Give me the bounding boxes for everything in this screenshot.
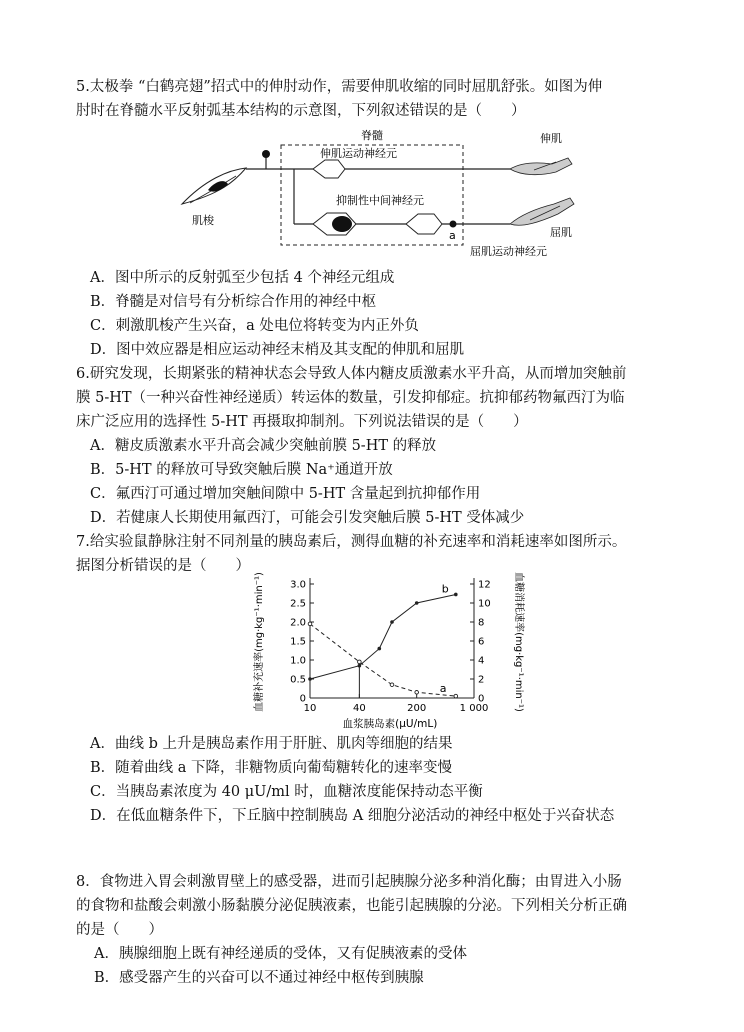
q8-stem-line2: 的食物和盐酸会刺激小肠黏膜分泌促胰液素，也能引起胰腺的分泌。下列相关分析正确: [76, 898, 627, 914]
q6-stem-line3: 床广泛应用的选择性 5-HT 再摄取抑制剂。下列说法错误的是（ ）: [76, 414, 528, 430]
extensor-motor-neuron: [313, 160, 345, 178]
chart-right-tick-label: 6: [478, 636, 485, 648]
q6-option-c: C．氟西汀可通过增加突触间隙中 5-HT 含量起到抗抑郁作用: [90, 486, 481, 502]
chart-right-axis-label: 血糖消耗速率(mg·kg⁻¹·min⁻¹): [513, 572, 524, 712]
q5-stem-line2: 肘时在脊髓水平反射弧基本结构的示意图，下列叙述错误的是（ ）: [76, 103, 526, 119]
q5-option-b: B．脊髓是对信号有分析综合作用的神经中枢: [90, 294, 377, 310]
chart-x-tick-label: 200: [407, 703, 427, 714]
chart-x-tick-label: 40: [353, 703, 366, 714]
q7-option-c: C．当胰岛素浓度为 40 μU/ml 时，血糖浓度能保持动态平衡: [90, 784, 483, 800]
spindle-label: 肌梭: [192, 214, 214, 227]
point-a-label: a: [449, 229, 456, 242]
chart-left-tick-label: 0: [299, 693, 306, 705]
chart-right-tick-label: 10: [478, 598, 491, 610]
ganglion-dot: [262, 150, 270, 158]
chart-left-tick-label: 2.5: [290, 598, 306, 610]
flexor-muscle: [510, 198, 574, 225]
chart-point-a: [308, 622, 312, 626]
chart-left-tick-label: 3.0: [290, 579, 306, 591]
chart-right-tick-label: 2: [478, 674, 485, 686]
q8-option-a: A．胰腺细胞上既有神经递质的受体，又有促胰液素的受体: [94, 946, 467, 962]
chart-x-tick-label: 10: [303, 703, 317, 714]
chart-left-tick-label: 2.0: [290, 617, 306, 629]
q6-option-b: B．5-HT 的释放可导致突触后膜 Na⁺通道开放: [90, 462, 393, 478]
q6-option-a: A．糖皮质激素水平升高会减少突触前膜 5-HT 的释放: [90, 438, 437, 454]
chart-x-axis-label: 血浆胰岛素(μU/mL): [342, 718, 438, 730]
q5-stem-line1: 5.太极拳 “白鹤亮翅”招式中的伸肘动作，需要伸肌收缩的同时屈肌舒张。如图为伸: [76, 79, 603, 95]
chart-left-tick-label: 0.5: [290, 674, 306, 686]
chart-point-a: [454, 694, 458, 698]
q7-option-b: B．随着曲线 a 下降，非糖物质向葡萄糖转化的速率变慢: [90, 760, 453, 776]
muscle-spindle: [182, 168, 246, 204]
extensor-neuron-label: 伸肌运动神经元: [320, 147, 397, 160]
q7-stem-line1: 7.给实验鼠静脉注射不同剂量的胰岛素后，测得血糖的补充速率和消耗速率如图所示。: [76, 534, 627, 550]
reflex-arc-diagram: [170, 124, 590, 262]
chart-point-b: [454, 593, 458, 597]
chart-point-a: [358, 660, 362, 664]
chart-point-b: [358, 664, 362, 668]
q5-option-a: A．图中所示的反射弧至少包括 4 个神经元组成: [90, 270, 395, 286]
chart-x-tick-label: 1 000: [459, 703, 489, 714]
flexor-neuron-label: 屈肌运动神经元: [470, 245, 547, 258]
chart-point-b: [308, 677, 312, 681]
chart-point-a: [415, 691, 419, 695]
extensor-label: 伸肌: [540, 132, 562, 145]
chart-right-tick-label: 0: [478, 693, 485, 705]
point-a-dot: [450, 221, 457, 228]
chart-series-line-a: [310, 624, 456, 696]
flexor-motor-neuron: [406, 214, 442, 234]
q8-option-b: B．感受器产生的兴奋可以不通过神经中枢传到胰腺: [94, 970, 424, 986]
q8-stem-line3: 的是（ ）: [76, 922, 163, 938]
chart-point-b: [415, 601, 419, 605]
spinal-cord-label: 脊髓: [361, 129, 383, 142]
q6-option-d: D．若健康人长期使用氟西汀，可能会引发突触后膜 5-HT 受体减少: [90, 510, 525, 526]
flexor-label: 屈肌: [550, 226, 572, 239]
q6-stem-line2: 膜 5-HT（一种兴奋性神经递质）转运体的数量，引发抑郁症。抗抑郁药物氟西汀为临: [76, 390, 625, 406]
chart-right-tick-label: 12: [478, 579, 491, 591]
q5-option-d: D．图中效应器是相应运动神经末梢及其支配的伸肌和屈肌: [90, 342, 465, 358]
chart-series-label-b: b: [441, 582, 449, 596]
chart-left-tick-label: 1.5: [290, 636, 306, 648]
q7-option-d: D．在低血糖条件下，下丘脑中控制胰岛 A 细胞分泌活动的神经中枢处于兴奋状态: [90, 808, 615, 824]
q6-stem-line1: 6.研究发现，长期紧张的精神状态会导致人体内糖皮质激素水平升高，从而增加突触前: [76, 366, 627, 382]
chart-left-tick-label: 1.0: [290, 655, 306, 667]
chart-right-tick-label: 8: [478, 617, 485, 629]
q5-option-c: C．刺激肌梭产生兴奋，a 处电位将转变为内正外负: [90, 318, 419, 334]
chart-point-a: [390, 683, 394, 687]
q7-stem-line2: 据图分析错误的是（ ）: [76, 558, 250, 574]
q7-option-a: A．曲线 b 上升是胰岛素作用于肝脏、肌肉等细胞的结果: [90, 736, 453, 752]
chart-right-tick-label: 4: [478, 655, 485, 667]
chart-left-axis-label: 血糖补充速率(mg·kg⁻¹·min⁻¹): [254, 572, 265, 712]
chart-series-label-a: a: [439, 682, 447, 696]
insulin-glucose-chart: [250, 570, 530, 732]
chart-point-b: [390, 620, 394, 624]
inhibitory-neuron-label: 抑制性中间神经元: [336, 194, 424, 207]
extensor-muscle: [510, 158, 572, 175]
chart-point-b: [377, 647, 381, 651]
q8-stem-line1: 8．食物进入胃会刺激胃壁上的感受器，进而引起胰腺分泌多种消化酶；由胃进入小肠: [76, 874, 622, 890]
chart-series-line-b: [310, 594, 456, 679]
